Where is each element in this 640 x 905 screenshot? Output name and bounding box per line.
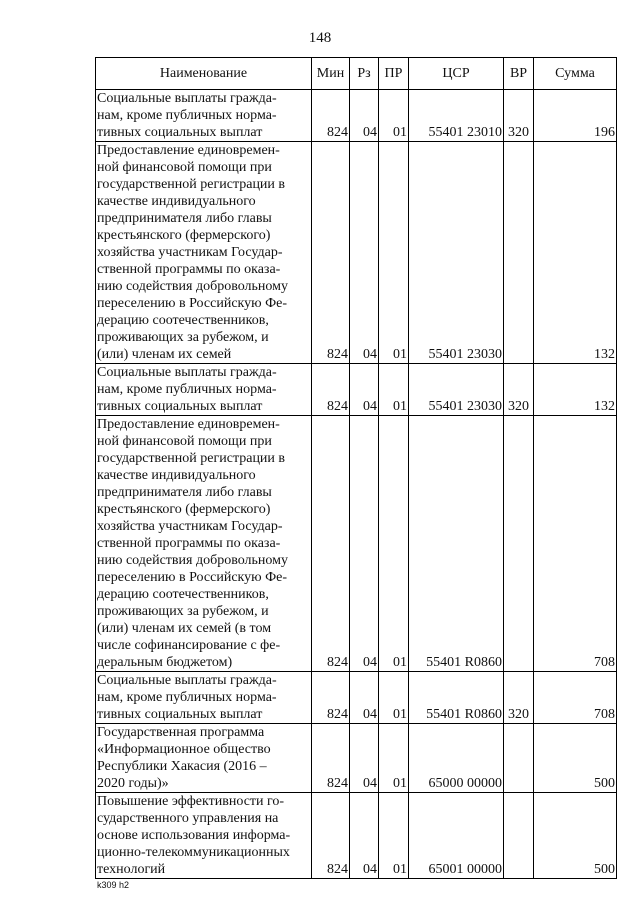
row-vr: 320 [504, 90, 534, 142]
table-row [96, 90, 617, 142]
column-header-csr: ЦСР [409, 58, 504, 90]
table-row [96, 416, 617, 672]
column-header-name: Наименование [96, 58, 312, 90]
row-sum: 132 [534, 364, 617, 416]
row-min: 824 [312, 142, 350, 364]
row-pr: 01 [379, 724, 409, 793]
row-csr: 55401 23030 [409, 364, 504, 416]
column-header-rz: Рз [350, 58, 379, 90]
row-min: 824 [312, 793, 350, 879]
row-rz: 04 [350, 672, 379, 724]
row-pr: 01 [379, 364, 409, 416]
table-row [96, 793, 617, 879]
row-name: Предоставление единовремен- ной финансовой помощи при государственной регистрации в качестве индивидуального предпринимателя либо главы крестьянского (фермерского) хозяйства участникам Государ- ственной программы по оказа- нию содействия добровольному переселению в Российскую Фе- дерацию соотечественников, проживающих за рубежом, и (или) членам их семей (в том числе софинансирование с фе- деральным бюджетом) [96, 416, 312, 672]
row-vr: 320 [504, 364, 534, 416]
row-pr: 01 [379, 793, 409, 879]
row-sum: 500 [534, 793, 617, 879]
row-sum: 708 [534, 416, 617, 672]
table-header-row [96, 58, 617, 90]
row-rz: 04 [350, 416, 379, 672]
row-min: 824 [312, 724, 350, 793]
table-row [96, 672, 617, 724]
row-vr [504, 416, 534, 672]
row-csr: 65001 00000 [409, 793, 504, 879]
row-vr: 320 [504, 672, 534, 724]
row-min: 824 [312, 90, 350, 142]
row-pr: 01 [379, 416, 409, 672]
row-min: 824 [312, 672, 350, 724]
row-csr: 55401 23030 [409, 142, 504, 364]
row-name: Предоставление единовремен- ной финансовой помощи при государственной регистрации в качестве индивидуального предпринимателя либо главы крестьянского (фермерского) хозяйства участникам Государ- ственной программы по оказа- нию содействия добровольному переселению в Российскую Фе- дерацию соотечественников, проживающих за рубежом, и (или) членам их семей [96, 142, 312, 364]
row-name: Повышение эффективности го- сударственного управления на основе использования информа- ционно-телекоммуникационных технологий [96, 793, 312, 879]
row-csr: 65000 00000 [409, 724, 504, 793]
column-header-sum: Сумма [534, 58, 617, 90]
table-row [96, 142, 617, 364]
row-sum: 196 [534, 90, 617, 142]
row-name: Социальные выплаты гражда- нам, кроме публичных норма- тивных социальных выплат [96, 364, 312, 416]
row-rz: 04 [350, 793, 379, 879]
row-pr: 01 [379, 90, 409, 142]
row-name: Государственная программа «Информационное общество Республики Хакасия (2016 – 2020 годы)» [96, 724, 312, 793]
row-vr [504, 793, 534, 879]
footer-code: k309 h2 [97, 880, 130, 890]
row-name: Социальные выплаты гражда- нам, кроме публичных норма- тивных социальных выплат [96, 672, 312, 724]
row-pr: 01 [379, 672, 409, 724]
row-name: Социальные выплаты гражда- нам, кроме публичных норма- тивных социальных выплат [96, 90, 312, 142]
row-sum: 708 [534, 672, 617, 724]
row-vr [504, 724, 534, 793]
page-number: 148 [308, 30, 332, 46]
table-row [96, 724, 617, 793]
column-header-min: Мин [312, 58, 350, 90]
budget-table [95, 57, 617, 879]
row-vr [504, 142, 534, 364]
row-sum: 132 [534, 142, 617, 364]
row-min: 824 [312, 364, 350, 416]
row-csr: 55401 R0860 [409, 672, 504, 724]
row-rz: 04 [350, 724, 379, 793]
row-sum: 500 [534, 724, 617, 793]
row-rz: 04 [350, 142, 379, 364]
row-rz: 04 [350, 90, 379, 142]
row-pr: 01 [379, 142, 409, 364]
row-rz: 04 [350, 364, 379, 416]
column-header-vr: ВР [504, 58, 534, 90]
row-min: 824 [312, 416, 350, 672]
row-csr: 55401 R0860 [409, 416, 504, 672]
column-header-pr: ПР [379, 58, 409, 90]
row-csr: 55401 23010 [409, 90, 504, 142]
table-row [96, 364, 617, 416]
